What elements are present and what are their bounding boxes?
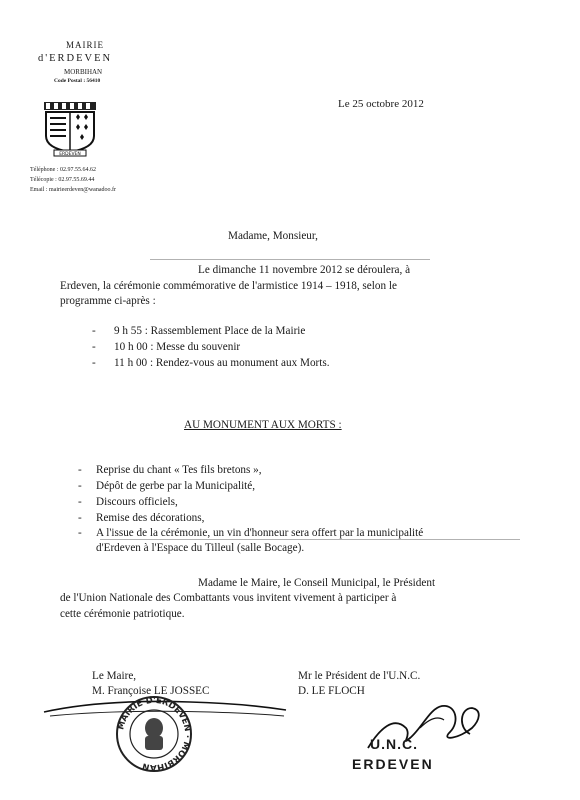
intro-line-1: Le dimanche 11 novembre 2012 se déroulera, à (198, 264, 411, 276)
programme-item-text: 11 h 00 : Rendez-vous au monument aux Morts. (114, 357, 330, 369)
stamp-text: MAIRIE D'ERDEVEN · MORBIHAN (116, 695, 193, 773)
programme-item-text: 9 h 55 : Rassemblement Place de la Mairie (114, 325, 306, 337)
letter-date: Le 25 octobre 2012 (338, 98, 424, 110)
closing-line-3: cette cérémonie patriotique. (60, 608, 185, 620)
president-name: D. LE FLOCH (298, 685, 365, 697)
monument-item-text: Discours officiels, (96, 496, 178, 508)
monument-item-text: Remise des décorations, (96, 512, 205, 524)
monument-item (78, 512, 204, 524)
intro-line-2: Erdeven, la cérémonie commémorative de l'armistice 1914 – 1918, selon le (60, 280, 397, 292)
mayor-name: M. Françoise LE JOSSEC (92, 685, 210, 697)
list-dash: - (78, 512, 82, 524)
section-title: AU MONUMENT AUX MORTS : (184, 419, 342, 431)
letterhead-postal-code: Code Postal : 56410 (54, 78, 101, 84)
monument-item-text: A l'issue de la cérémonie, un vin d'honneur sera offert par la municipalité (96, 527, 424, 539)
list-dash: - (92, 325, 96, 337)
mayor-stamp-icon (114, 694, 194, 774)
monument-item-text: Reprise du chant « Tes fils bretons », (96, 464, 262, 476)
town-coat-of-arms-icon (36, 100, 104, 158)
unc-stamp-line-1: U.N.C. (370, 736, 418, 752)
salutation: Madame, Monsieur, (228, 230, 318, 242)
letterhead-mairie: MAIRIE (66, 40, 104, 50)
list-dash: - (78, 464, 82, 476)
programme-item (92, 341, 240, 353)
list-dash: - (92, 341, 96, 353)
list-dash: - (78, 527, 82, 539)
list-dash: - (78, 480, 82, 492)
monument-item (78, 480, 255, 492)
list-dash: - (78, 496, 82, 508)
programme-item-text: 10 h 00 : Messe du souvenir (114, 341, 241, 353)
monument-item (78, 464, 262, 476)
monument-item-text: Dépôt de gerbe par la Municipalité, (96, 480, 256, 492)
programme-item (92, 357, 330, 369)
monument-item (78, 496, 178, 508)
letterhead-department: MORBIHAN (64, 68, 103, 76)
mayor-title: Le Maire, (92, 670, 137, 682)
letterhead-phone: Téléphone : 02.97.55.64.62 (30, 167, 96, 173)
monument-item-continuation: d'Erdeven à l'Espace du Tilleul (salle Bocage). (96, 542, 305, 554)
programme-item (92, 325, 305, 337)
monument-item (78, 527, 423, 539)
crest-label: ERDEVEN (59, 152, 81, 157)
letterhead-town: d'ERDEVEN (38, 53, 113, 64)
letterhead-fax: Télécopie : 02.97.55.69.44 (30, 177, 95, 183)
closing-line-2: de l'Union Nationale des Combattants vous invitent vivement à participer à (60, 592, 397, 604)
closing-line-1: Madame le Maire, le Conseil Municipal, le Président (198, 577, 436, 589)
unc-stamp-line-2: ERDEVEN (352, 756, 434, 772)
letterhead-email: Email : mairieerdeven@wanadoo.fr (30, 187, 116, 193)
intro-line-3: programme ci-après : (60, 295, 156, 307)
president-title: Mr le Président de l'U.N.C. (298, 670, 421, 682)
list-dash: - (92, 357, 96, 369)
